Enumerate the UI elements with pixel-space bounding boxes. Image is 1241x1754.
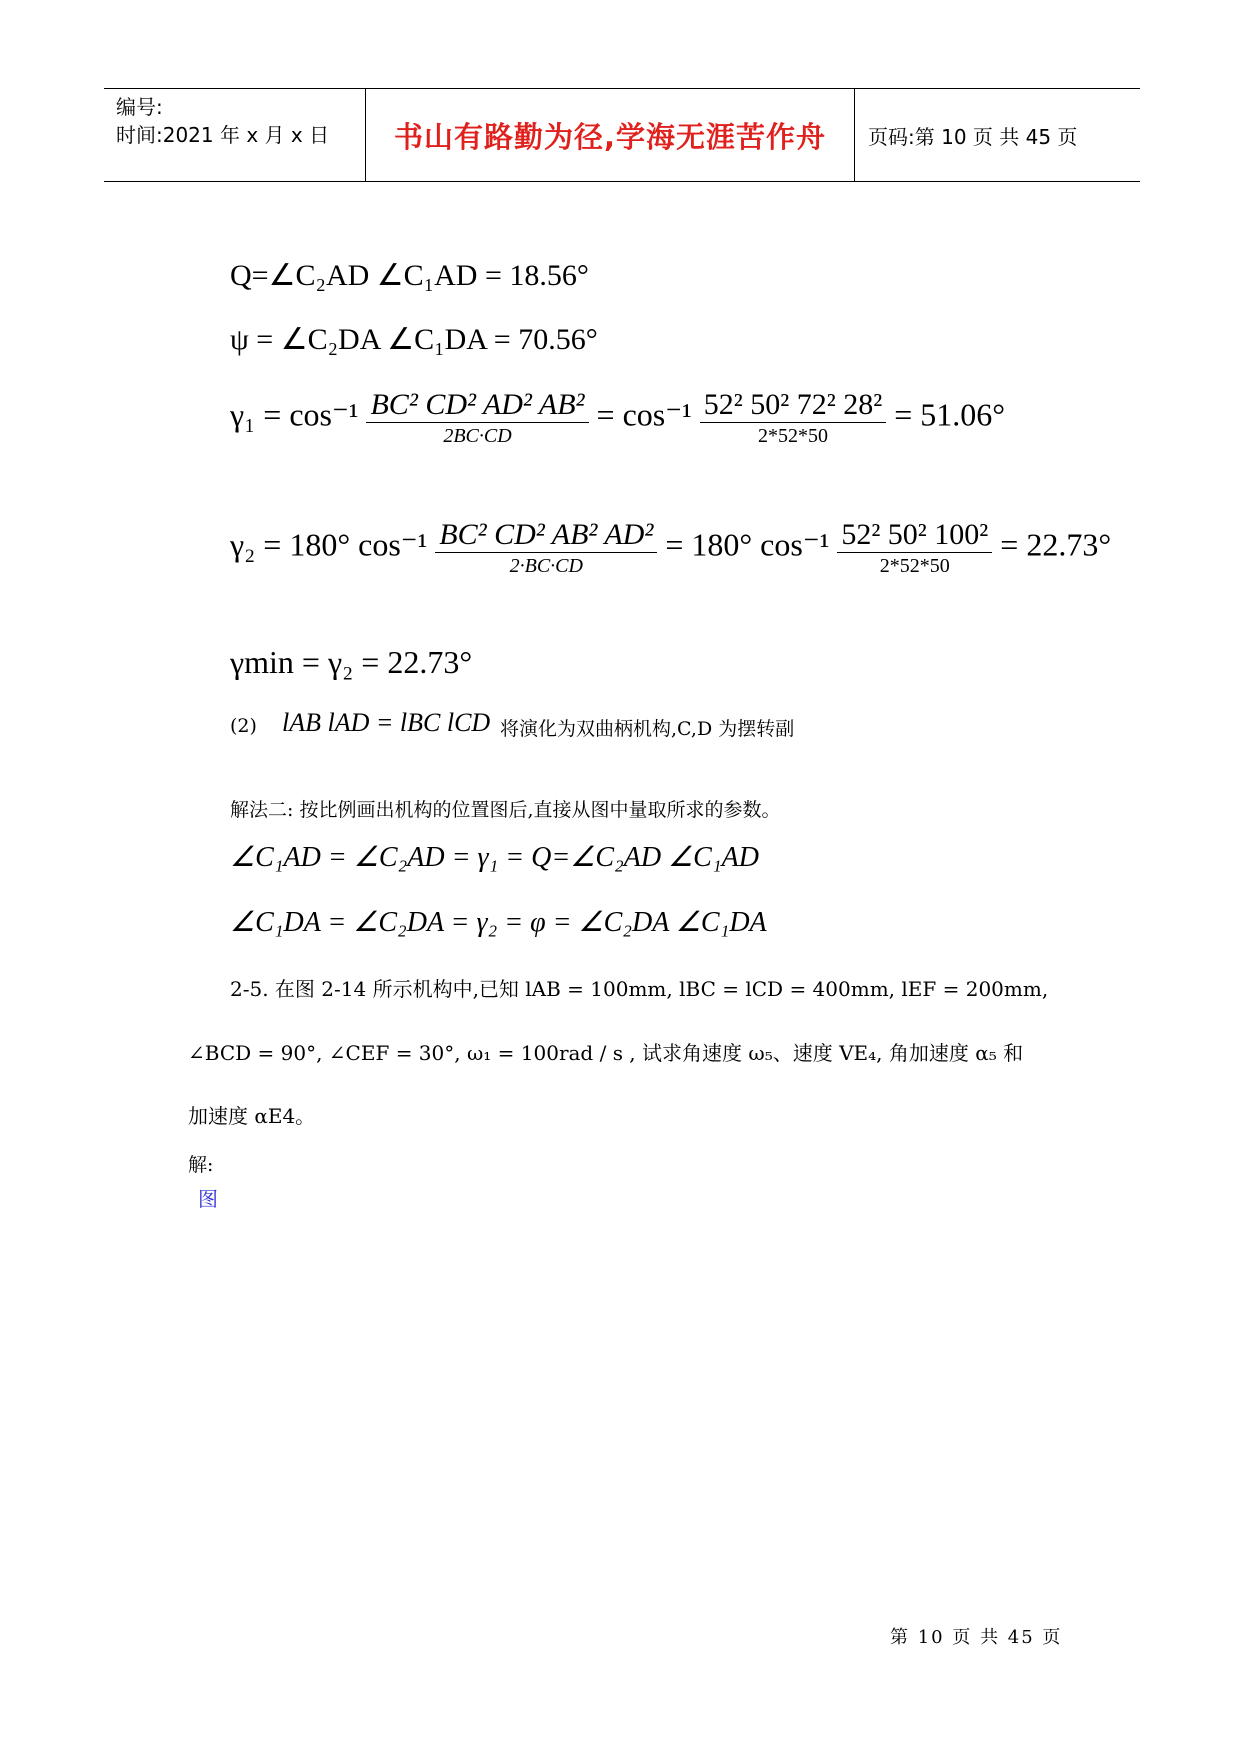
gamma1-numerator-2: 52² 50² 72² 28² [700,388,886,423]
gamma2-mid: = 180° cos⁻¹ [665,526,830,563]
para2-text: 将演化为双曲柄机构,C,D 为摆转副 [500,718,795,740]
gamma1-fraction-2 [700,388,886,448]
problem-line1: 2-5. 在图 2-14 所示机构中,已知 lAB = 100mm, lBC = lCD = 400mm, lEF = 200mm, [230,977,1049,1001]
equation-gamma-min: γmin = γ₂ = 22.73° [230,644,473,680]
gamma2-result: = 22.73° [1000,526,1112,563]
header-motto: 书山有路勤为径,学海无涯苦作舟 [366,89,855,181]
problem-line3: 加速度 αE4。 [188,1104,316,1128]
solution-label: 解: [188,1154,214,1176]
figure-label: 图 [198,1187,218,1211]
number-label: 编号: [116,95,163,119]
gamma1-denominator: 2BC·CD [443,425,512,447]
equation-gamma2 [230,518,1111,578]
gamma1-mid: = cos⁻¹ [596,396,692,433]
gamma2-numerator-2: 52² 50² 100² [837,518,992,553]
gamma1-lhs: γ₁ = cos⁻¹ [230,396,359,433]
gamma2-lhs: γ₂ = 180° cos⁻¹ [230,526,428,563]
para2-prefix: (2) [230,715,257,737]
problem-line2: ∠BCD = 90°, ∠CEF = 30°, ω₁ = 100rad / s , 试求角速度 ω₅、速度 VE₄, 角加速度 α₅ 和 [188,1041,1024,1065]
method2-line2: ∠C₁DA = ∠C₂DA = γ₂ = φ = ∠C₂DA ∠C₁DA [230,907,767,938]
gamma1-fraction [366,388,588,448]
gamma1-numerator: BC² CD² AD² AB² [366,388,588,423]
equation-theta: Q=∠C₂AD ∠C₁AD = 18.56° [230,259,589,292]
gamma2-numerator: BC² CD² AB² AD² [435,518,657,553]
page-footer: 第 10 页 共 45 页 [890,1627,1063,1648]
gamma2-fraction [435,518,657,578]
para2-formula: lAB lAD = lBC lCD [282,708,491,737]
gamma2-denominator-2: 2*52*50 [879,555,950,577]
method2-text: 解法二: 按比例画出机构的位置图后,直接从图中量取所求的参数。 [230,799,781,821]
method2-line1: ∠C₁AD = ∠C₂AD = γ₁ = Q=∠C₂AD ∠C₁AD [230,842,759,873]
header-table [104,88,1140,182]
equation-gamma1 [230,388,1005,448]
gamma1-denominator-2: 2*52*50 [757,425,828,447]
header-page-info: 页码:第 10 页 共 45 页 [868,124,1078,149]
header-left-cell [104,89,366,181]
gamma2-fraction-2 [837,518,992,578]
equation-psi: ψ = ∠C₂DA ∠C₁DA = 70.56° [230,323,598,356]
gamma2-denominator: 2·BC·CD [509,555,583,577]
time-label: 时间:2021 年 x 月 x 日 [116,123,330,147]
gamma1-result: = 51.06° [894,396,1006,433]
